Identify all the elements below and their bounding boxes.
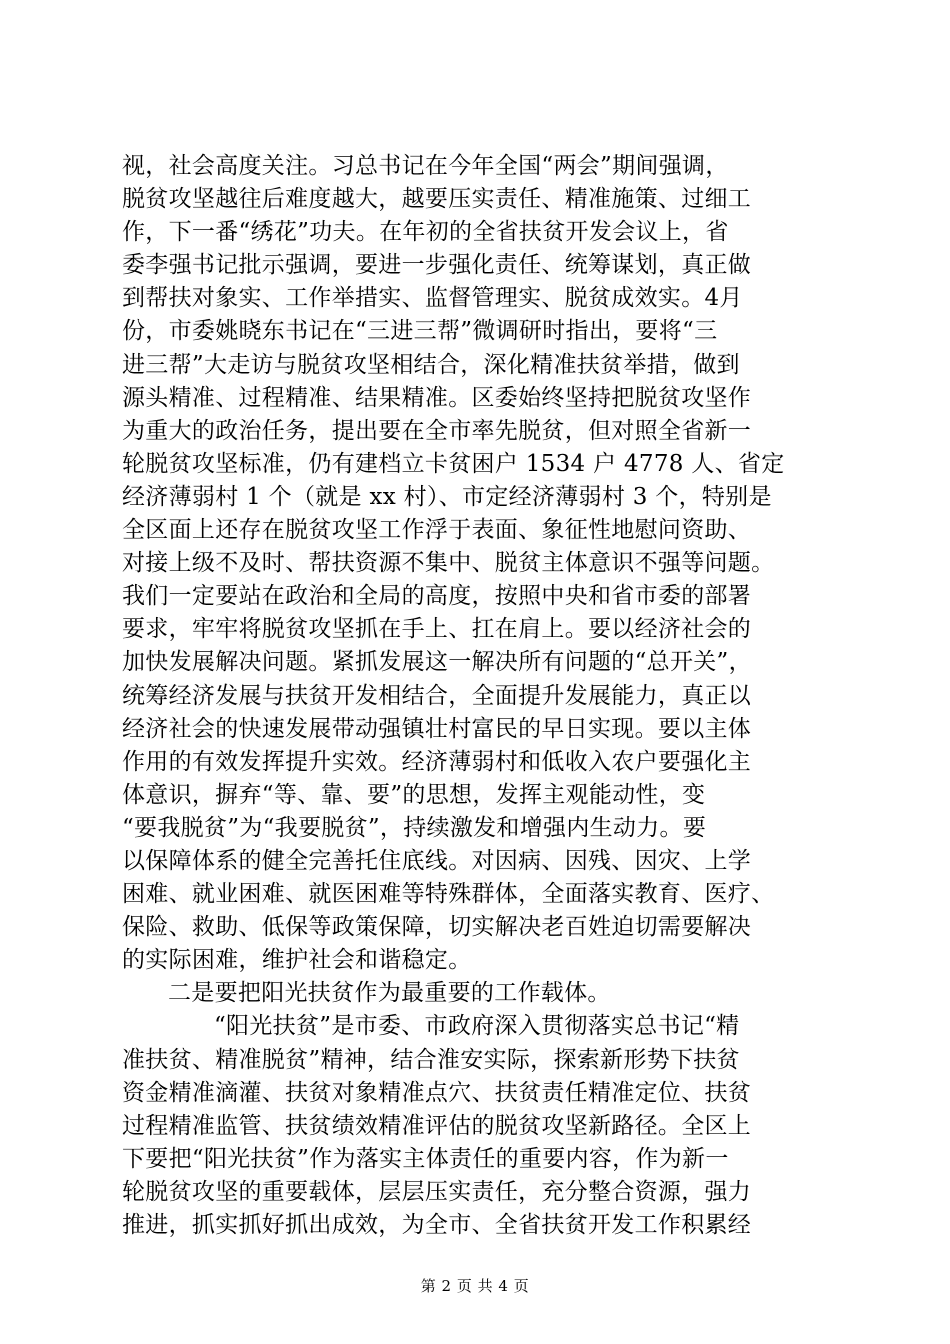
text-line: “阳光扶贫”是市委、市政府深入贯彻落实总书记“精 bbox=[214, 1013, 740, 1040]
text-line: 要求，牢牢将脱贫攻坚抓在手上、扛在肩上。要以经济社会的 bbox=[122, 616, 752, 643]
text-line: 作用的有效发挥提升实效。经济薄弱村和低收入农户要强化主 bbox=[122, 748, 752, 775]
text-line: 推进，抓实抓好抓出成效，为全市、全省扶贫开发工作积累经 bbox=[122, 1212, 752, 1238]
section-heading: 二是要把阳光扶贫作为最重要的工作载体。 bbox=[168, 980, 611, 1007]
text-line: 作，下一番“绣花”功夫。在年初的全省扶贫开发会议上，省 bbox=[122, 219, 729, 246]
text-line: 全区面上还存在脱贫攻坚工作浮于表面、象征性地慰问资助、 bbox=[122, 517, 752, 544]
text-line: 的实际困难，维护社会和谐稳定。 bbox=[122, 947, 472, 974]
page-number-footer: 第 2 页 共 4 页 bbox=[420, 1277, 530, 1295]
text-line: 经济薄弱村 1 个（就是 xx 村）、市定经济薄弱村 3 个，特别是 bbox=[122, 483, 772, 510]
text-line: 我们一定要站在政治和全局的高度，按照中央和省市委的部署 bbox=[122, 583, 752, 610]
text-line: 加快发展解决问题。紧抓发展这一解决所有问题的“总开关”， bbox=[122, 649, 752, 676]
text-line: 进三帮”大走访与脱贫攻坚相结合，深化精准扶贫举措，做到 bbox=[122, 351, 740, 378]
text-line: 轮脱贫攻坚的重要载体，层层压实责任，充分整合资源，强力 bbox=[122, 1178, 752, 1205]
text-line: 轮脱贫攻坚标准，仍有建档立卡贫困户 1534 户 4778 人、省定 bbox=[122, 450, 785, 477]
body-text bbox=[122, 150, 834, 1242]
text-line: “要我脱贫”为“我要脱贫”，持续激发和增强内生动力。要 bbox=[122, 814, 707, 841]
text-line: 过程精准监管、扶贫绩效精准评估的脱贫攻坚新路径。全区上 bbox=[122, 1112, 752, 1139]
text-line: 体意识，摒弃“等、靠、要”的思想，发挥主观能动性，变 bbox=[122, 781, 706, 808]
text-line: 资金精准滴灌、扶贫对象精准点穴、扶贫责任精准定位、扶贫 bbox=[122, 1079, 752, 1106]
text-line: 脱贫攻坚越往后难度越大，越要压实责任、精准施策、过细工 bbox=[122, 186, 752, 213]
text-line: 以保障体系的健全完善托住底线。对因病、因残、因灾、上学 bbox=[122, 847, 752, 874]
text-line: 视，社会高度关注。习总书记在今年全国“两会”期间强调， bbox=[122, 153, 729, 179]
text-line: 经济社会的快速发展带动强镇壮村富民的早日实现。要以主体 bbox=[122, 715, 752, 742]
text-line: 准扶贫、精准脱贫”精神，结合淮安实际，探索新形势下扶贫 bbox=[122, 1046, 740, 1073]
text-line: 为重大的政治任务，提出要在全市率先脱贫，但对照全省新一 bbox=[122, 417, 752, 444]
text-line: 委李强书记批示强调，要进一步强化责任、统筹谋划，真正做 bbox=[122, 252, 752, 279]
text-line: 源头精准、过程精准、结果精准。区委始终坚持把脱贫攻坚作 bbox=[122, 384, 752, 411]
text-line: 下要把“阳光扶贫”作为落实主体责任的重要内容，作为新一 bbox=[122, 1145, 729, 1172]
text-line: 统筹经济发展与扶贫开发相结合，全面提升发展能力，真正以 bbox=[122, 682, 752, 709]
text-line: 保险、救助、低保等政策保障，切实解决老百姓迫切需要解决 bbox=[122, 914, 752, 941]
text-line: 对接上级不及时、帮扶资源不集中、脱贫主体意识不强等问题。 bbox=[122, 550, 775, 577]
text-line: 份，市委姚晓东书记在“三进三帮”微调研时指出，要将“三 bbox=[122, 318, 718, 345]
text-line: 困难、就业困难、就医困难等特殊群体，全面落实教育、医疗、 bbox=[122, 881, 775, 908]
text-line: 到帮扶对象实、工作举措实、监督管理实、脱贫成效实。4月 bbox=[122, 285, 743, 312]
